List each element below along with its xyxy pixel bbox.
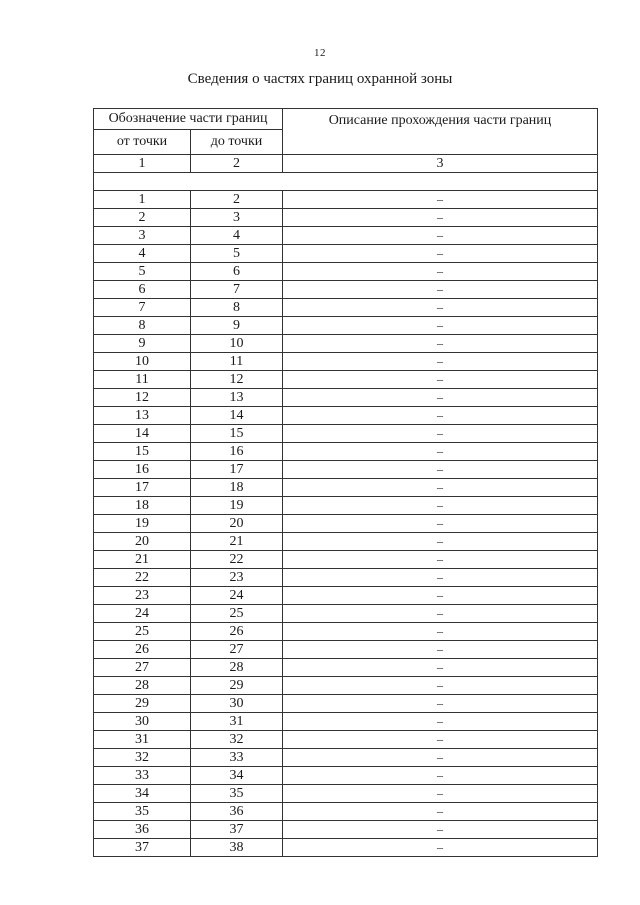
table-row — [94, 515, 598, 533]
column-number-1: 1 — [94, 155, 191, 173]
from-point-cell: 21 — [94, 551, 191, 569]
header-boundary-designation: Обозначение части границ — [94, 109, 283, 130]
table-row — [94, 659, 598, 677]
to-point-cell: 16 — [191, 443, 283, 461]
table-row — [94, 731, 598, 749]
to-point-cell: 30 — [191, 695, 283, 713]
to-point-cell: 31 — [191, 713, 283, 731]
description-cell: – — [283, 641, 598, 659]
column-number-3: 3 — [283, 155, 598, 173]
from-point-cell: 12 — [94, 389, 191, 407]
to-point-cell: 2 — [191, 191, 283, 209]
description-cell: – — [283, 407, 598, 425]
from-point-cell: 4 — [94, 245, 191, 263]
table-row — [94, 785, 598, 803]
from-point-cell: 37 — [94, 839, 191, 857]
from-point-cell: 7 — [94, 299, 191, 317]
to-point-cell: 10 — [191, 335, 283, 353]
table-row — [94, 713, 598, 731]
table-row — [94, 641, 598, 659]
from-point-cell: 31 — [94, 731, 191, 749]
table-row — [94, 479, 598, 497]
to-point-cell: 14 — [191, 407, 283, 425]
from-point-cell: 36 — [94, 821, 191, 839]
from-point-cell: 33 — [94, 767, 191, 785]
to-point-cell: 20 — [191, 515, 283, 533]
description-cell: – — [283, 209, 598, 227]
from-point-cell: 26 — [94, 641, 191, 659]
description-cell: – — [283, 677, 598, 695]
empty-separator-row — [94, 173, 598, 191]
from-point-cell: 2 — [94, 209, 191, 227]
table-row — [94, 245, 598, 263]
to-point-cell: 29 — [191, 677, 283, 695]
description-cell: – — [283, 551, 598, 569]
table-row — [94, 749, 598, 767]
to-point-cell: 4 — [191, 227, 283, 245]
description-cell: – — [283, 749, 598, 767]
to-point-cell: 6 — [191, 263, 283, 281]
description-cell: – — [283, 191, 598, 209]
table-row — [94, 551, 598, 569]
table-row — [94, 335, 598, 353]
header-to-point: до точки — [191, 130, 283, 155]
to-point-cell: 15 — [191, 425, 283, 443]
table-row — [94, 839, 598, 857]
from-point-cell: 16 — [94, 461, 191, 479]
to-point-cell: 36 — [191, 803, 283, 821]
from-point-cell: 34 — [94, 785, 191, 803]
table-row — [94, 803, 598, 821]
from-point-cell: 29 — [94, 695, 191, 713]
description-cell: – — [283, 695, 598, 713]
to-point-cell: 18 — [191, 479, 283, 497]
table-row — [94, 461, 598, 479]
from-point-cell: 15 — [94, 443, 191, 461]
column-number-row — [94, 155, 598, 173]
table-row — [94, 695, 598, 713]
from-point-cell: 20 — [94, 533, 191, 551]
table-row — [94, 299, 598, 317]
table-row — [94, 227, 598, 245]
to-point-cell: 22 — [191, 551, 283, 569]
from-point-cell: 19 — [94, 515, 191, 533]
from-point-cell: 3 — [94, 227, 191, 245]
from-point-cell: 27 — [94, 659, 191, 677]
description-cell: – — [283, 425, 598, 443]
table-row — [94, 353, 598, 371]
to-point-cell: 5 — [191, 245, 283, 263]
table-row — [94, 677, 598, 695]
table-row — [94, 821, 598, 839]
description-cell: – — [283, 785, 598, 803]
from-point-cell: 8 — [94, 317, 191, 335]
table-row — [94, 767, 598, 785]
to-point-cell: 11 — [191, 353, 283, 371]
from-point-cell: 6 — [94, 281, 191, 299]
from-point-cell: 9 — [94, 335, 191, 353]
from-point-cell: 11 — [94, 371, 191, 389]
to-point-cell: 28 — [191, 659, 283, 677]
to-point-cell: 3 — [191, 209, 283, 227]
description-cell: – — [283, 461, 598, 479]
boundary-parts-table — [93, 108, 598, 857]
to-point-cell: 34 — [191, 767, 283, 785]
description-cell: – — [283, 731, 598, 749]
to-point-cell: 27 — [191, 641, 283, 659]
table-row — [94, 191, 598, 209]
from-point-cell: 13 — [94, 407, 191, 425]
table-row — [94, 371, 598, 389]
description-cell: – — [283, 389, 598, 407]
table-row — [94, 623, 598, 641]
description-cell: – — [283, 497, 598, 515]
page-number: 12 — [314, 47, 326, 59]
description-cell: – — [283, 623, 598, 641]
to-point-cell: 13 — [191, 389, 283, 407]
from-point-cell: 18 — [94, 497, 191, 515]
description-cell: – — [283, 659, 598, 677]
from-point-cell: 35 — [94, 803, 191, 821]
from-point-cell: 17 — [94, 479, 191, 497]
table-row — [94, 497, 598, 515]
page-title: Сведения о частях границ охранной зоны — [187, 71, 453, 87]
to-point-cell: 21 — [191, 533, 283, 551]
to-point-cell: 17 — [191, 461, 283, 479]
description-cell: – — [283, 587, 598, 605]
table-row — [94, 605, 598, 623]
table-row — [94, 425, 598, 443]
table-row — [94, 443, 598, 461]
empty-separator-cell — [94, 173, 598, 191]
table-row — [94, 587, 598, 605]
from-point-cell: 23 — [94, 587, 191, 605]
description-cell: – — [283, 443, 598, 461]
table-row — [94, 569, 598, 587]
from-point-cell: 1 — [94, 191, 191, 209]
to-point-cell: 24 — [191, 587, 283, 605]
description-cell: – — [283, 353, 598, 371]
description-cell: – — [283, 299, 598, 317]
table-row — [94, 209, 598, 227]
to-point-cell: 7 — [191, 281, 283, 299]
description-cell: – — [283, 263, 598, 281]
to-point-cell: 32 — [191, 731, 283, 749]
to-point-cell: 9 — [191, 317, 283, 335]
to-point-cell: 25 — [191, 605, 283, 623]
from-point-cell: 10 — [94, 353, 191, 371]
to-point-cell: 19 — [191, 497, 283, 515]
description-cell: – — [283, 371, 598, 389]
description-cell: – — [283, 245, 598, 263]
header-from-point: от точки — [94, 130, 191, 155]
description-cell: – — [283, 821, 598, 839]
to-point-cell: 33 — [191, 749, 283, 767]
table-row — [94, 389, 598, 407]
description-cell: – — [283, 839, 598, 857]
to-point-cell: 8 — [191, 299, 283, 317]
to-point-cell: 12 — [191, 371, 283, 389]
description-cell: – — [283, 713, 598, 731]
description-cell: – — [283, 335, 598, 353]
header-description: Описание прохождения части границ — [283, 109, 598, 155]
description-cell: – — [283, 227, 598, 245]
description-cell: – — [283, 281, 598, 299]
from-point-cell: 22 — [94, 569, 191, 587]
column-number-2: 2 — [191, 155, 283, 173]
table-row — [94, 533, 598, 551]
table-row — [94, 317, 598, 335]
description-cell: – — [283, 569, 598, 587]
to-point-cell: 26 — [191, 623, 283, 641]
to-point-cell: 35 — [191, 785, 283, 803]
from-point-cell: 25 — [94, 623, 191, 641]
to-point-cell: 23 — [191, 569, 283, 587]
from-point-cell: 32 — [94, 749, 191, 767]
description-cell: – — [283, 515, 598, 533]
from-point-cell: 28 — [94, 677, 191, 695]
description-cell: – — [283, 317, 598, 335]
table-header-row — [94, 109, 598, 130]
description-cell: – — [283, 605, 598, 623]
to-point-cell: 38 — [191, 839, 283, 857]
to-point-cell: 37 — [191, 821, 283, 839]
table-row — [94, 407, 598, 425]
description-cell: – — [283, 767, 598, 785]
table-row — [94, 281, 598, 299]
description-cell: – — [283, 803, 598, 821]
from-point-cell: 24 — [94, 605, 191, 623]
description-cell: – — [283, 479, 598, 497]
from-point-cell: 30 — [94, 713, 191, 731]
from-point-cell: 14 — [94, 425, 191, 443]
from-point-cell: 5 — [94, 263, 191, 281]
table-row — [94, 263, 598, 281]
description-cell: – — [283, 533, 598, 551]
